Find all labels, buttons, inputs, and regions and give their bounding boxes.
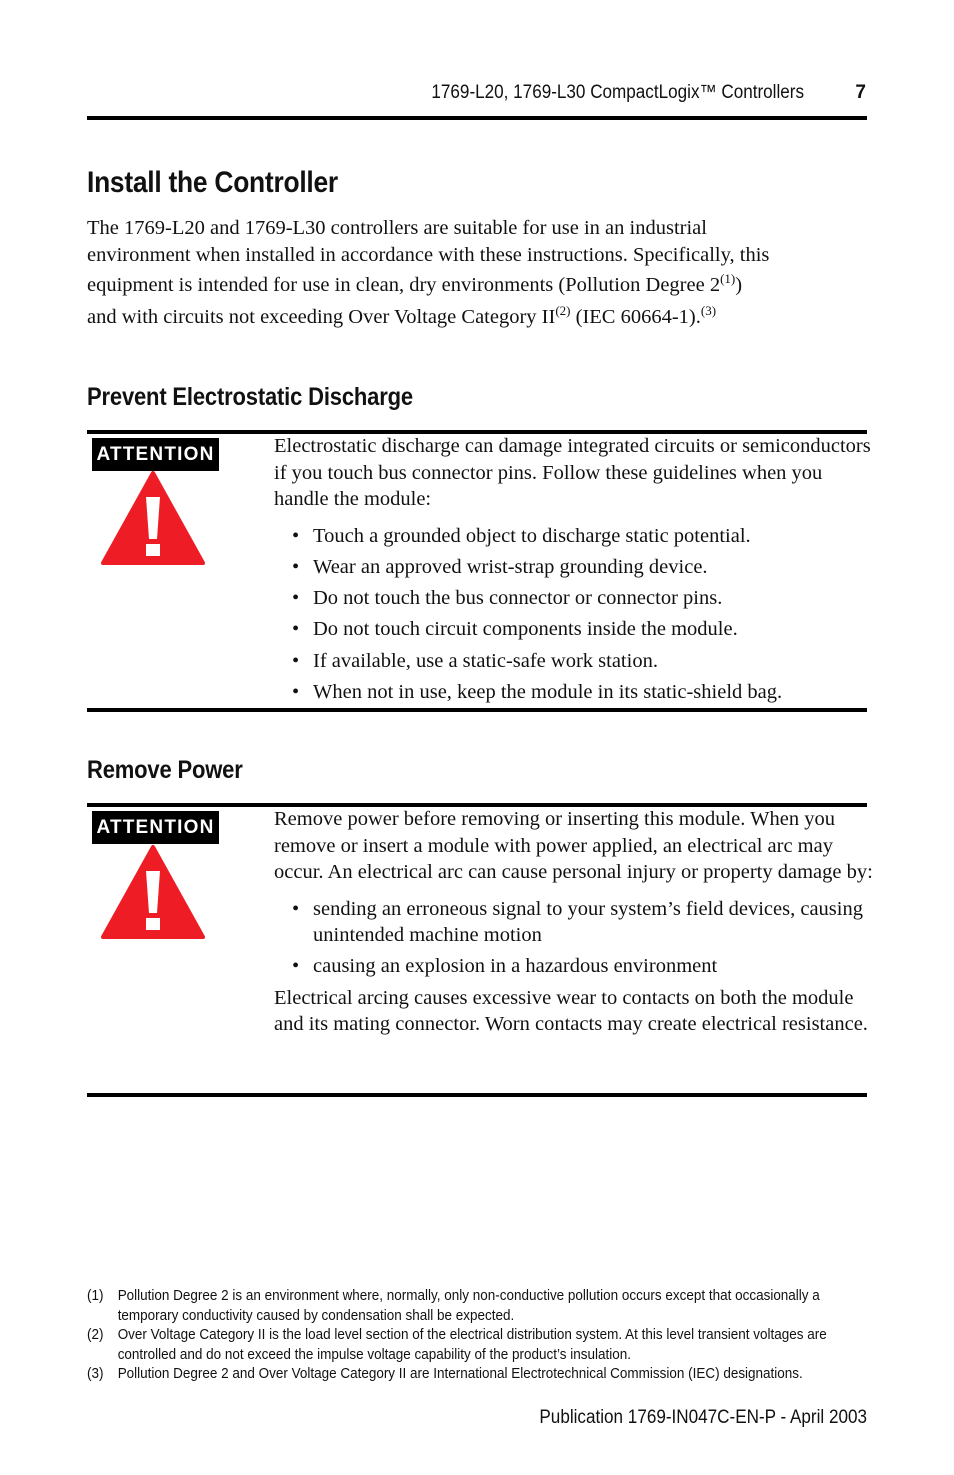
attention-message: Electrostatic discharge can damage integrated circuits or semiconductors if you touch bus connector pins. Follow these guidelines when you handle the module:	[274, 435, 871, 510]
attention-badge: ATTENTION	[92, 438, 219, 471]
footnote-number: (3)	[87, 1366, 104, 1382]
intro-text: and with circuits not exceeding Over Voltage Category II	[87, 306, 556, 328]
intro-line: The 1769-L20 and 1769-L30 controllers are suitable for use in an industrial	[87, 217, 707, 239]
running-header	[0, 82, 866, 108]
list-item: • causing an explosion in a hazardous environment	[274, 953, 874, 980]
intro-line: environment when installed in accordance with these instructions. Specifically, this	[87, 244, 770, 266]
list-item: • sending an erroneous signal to your system’s field devices, causing unintended machine motion	[274, 896, 874, 949]
footnote-ref-2[interactable]: (2)	[555, 303, 571, 318]
attention-text-esd	[274, 433, 874, 710]
footnote-ref-1[interactable]: (1)	[720, 271, 736, 286]
footnote	[87, 1326, 899, 1365]
section-heading-power: Remove Power	[87, 756, 243, 784]
footnote-number: (1)	[87, 1288, 104, 1304]
attention-box-esd	[87, 430, 871, 714]
attention-text-power	[274, 806, 874, 1038]
footnote-ref-3[interactable]: (3)	[700, 303, 717, 318]
page-number: 7	[855, 82, 866, 103]
list-item: • When not in use, keep the module in its static-shield bag.	[274, 679, 874, 706]
footnote-text: temporary conductivity caused by condensation shall be expected.	[117, 1307, 515, 1324]
header-rule	[87, 116, 867, 120]
attention-bottom-rule	[87, 708, 867, 712]
footnote-text: Pollution Degree 2 and Over Voltage Category II are International Electrotechnical Commission (IEC) designations.	[117, 1366, 803, 1382]
footnote-text: Pollution Degree 2 is an environment where, normally, only non-conductive pollution occurs except that occasionally a	[117, 1288, 820, 1304]
list-item: • Touch a grounded object to discharge static potential.	[274, 523, 874, 550]
list-item: • If available, use a static-safe work station.	[274, 648, 874, 675]
intro-text: equipment is intended for use in clean, dry environments (Pollution Degree 2	[87, 274, 721, 296]
footnote-number: (2)	[87, 1327, 104, 1343]
attention-bottom-rule	[87, 1093, 867, 1097]
intro-paragraph	[87, 215, 877, 333]
publication-footer: Publication 1769-IN047C-EN-P - April 2003	[539, 1407, 867, 1428]
power-hazards-list	[274, 896, 874, 980]
list-item: • Do not touch the bus connector or connector pins.	[274, 585, 874, 612]
footnote-text: controlled and do not exceed the impulse voltage capability of the product’s insulation.	[117, 1346, 631, 1363]
footnote	[87, 1365, 899, 1385]
esd-guidelines-list	[274, 523, 874, 706]
warning-exclamation-icon	[101, 471, 205, 565]
footnotes	[87, 1287, 867, 1385]
page-title: Install the Controller	[87, 166, 338, 199]
attention-badge: ATTENTION	[92, 811, 219, 844]
list-item: • Wear an approved wrist-strap grounding device.	[274, 554, 874, 581]
header-title: 1769-L20, 1769-L30 CompactLogix™ Controllers	[431, 82, 804, 103]
intro-line	[87, 301, 877, 333]
warning-exclamation-icon	[101, 845, 205, 939]
section-heading-esd: Prevent Electrostatic Discharge	[87, 383, 413, 411]
attention-followup: Electrical arcing causes excessive wear to contacts on both the module and its mating connector. Worn contacts may create electrical resistance.	[274, 986, 868, 1036]
attention-box-power	[87, 803, 873, 1099]
footnote	[87, 1287, 899, 1326]
intro-line	[87, 269, 877, 301]
intro-text: )	[735, 274, 743, 296]
footnote-text: Over Voltage Category II is the load level section of the electrical distribution system. At this level transient voltages are	[117, 1327, 827, 1343]
intro-text: (IEC 60664-1).	[570, 306, 701, 328]
list-item: • Do not touch circuit components inside the module.	[274, 616, 874, 643]
attention-message: Remove power before removing or inserting this module. When you remove or insert a module with power applied, an electrical arc may occur. An electrical arc can cause personal injury or property damage by:	[274, 808, 873, 883]
